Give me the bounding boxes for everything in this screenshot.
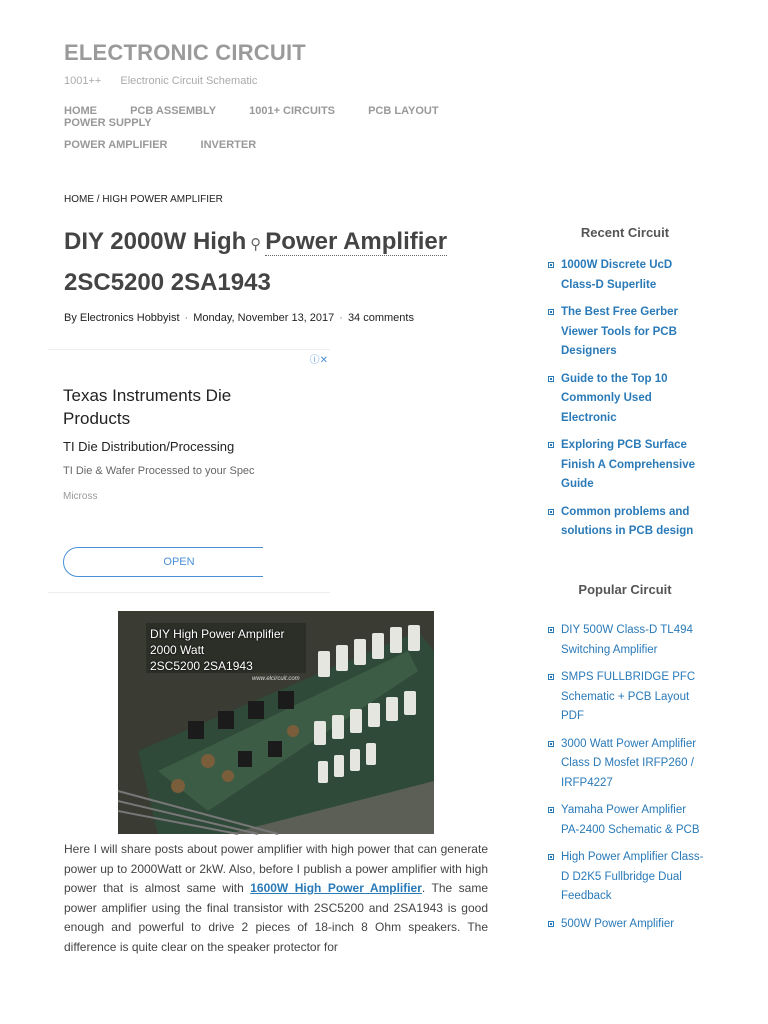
popular-circuit-heading: Popular Circuit xyxy=(578,582,672,597)
recent-link[interactable]: Exploring PCB Surface Finish A Comprehensive Guide xyxy=(561,439,695,490)
tagline-prefix: 1001++ xyxy=(64,75,102,87)
ad-banner[interactable] xyxy=(48,349,330,593)
article-text-1: Here I will share posts about power amplifier with high power that can generate power up to 2000Watt or 2kW. Also, before I publish a power amplifier with high power that is almost same with xyxy=(64,842,488,895)
popular-link[interactable]: Yamaha Power Amplifier PA-2400 Schematic & PCB xyxy=(561,804,700,836)
ad-open-button[interactable]: OPEN xyxy=(63,547,295,577)
list-item[interactable] xyxy=(546,801,706,840)
ad-choices-icon[interactable]: ⓘ✕ xyxy=(309,355,328,366)
ad-headline[interactable]: Texas Instruments Die Products xyxy=(63,386,232,428)
site-title[interactable]: ELECTRONIC CIRCUIT xyxy=(64,40,306,65)
list-item[interactable] xyxy=(546,303,706,362)
meta-separator: · xyxy=(184,312,189,324)
tagline-text: Electronic Circuit Schematic xyxy=(120,75,258,87)
list-item[interactable] xyxy=(546,370,706,429)
bullet-icon xyxy=(548,442,554,448)
nav-pcb-assembly[interactable]: PCB ASSEMBLY xyxy=(130,105,217,117)
popular-link[interactable]: DIY 500W Class-D TL494 Switching Amplifier xyxy=(561,624,693,656)
list-item[interactable] xyxy=(546,668,706,727)
photo-caption-line-3: 2SC5200 2SA1943 xyxy=(150,659,253,673)
bullet-icon xyxy=(548,921,554,927)
nav-power-supply[interactable]: POWER SUPPLY xyxy=(64,117,152,129)
post-title-part-1: DIY 2000W High xyxy=(64,228,247,255)
recent-link[interactable]: The Best Free Gerber Viewer Tools for PCB Designers xyxy=(561,306,678,357)
ad-brand: Micross xyxy=(63,491,98,502)
ad-content xyxy=(48,350,263,592)
list-item[interactable] xyxy=(546,621,706,660)
bullet-icon xyxy=(548,262,554,268)
nav-power-amplifier[interactable]: POWER AMPLIFIER xyxy=(64,139,168,151)
photo-caption-line-1: DIY High Power Amplifier xyxy=(150,627,285,641)
bullet-icon xyxy=(548,807,554,813)
article-text-2: . The same power amplifier using the final transistor with 2SC5200 and 2SA1943 is good enough and powerful to drive 2 pieces of 18-inch 8 Ohm speakers. The difference is quite clear on the speaker protector for xyxy=(64,881,488,954)
bullet-icon xyxy=(548,741,554,747)
popular-link[interactable]: 500W Power Amplifier xyxy=(561,917,675,930)
bullet-icon xyxy=(548,627,554,633)
popular-link[interactable]: 3000 Watt Power Amplifier Class D Mosfet IRFP260 / IRFP4227 xyxy=(561,737,697,789)
popular-circuit-list xyxy=(546,621,706,934)
search-icon: ⚲ xyxy=(250,236,262,253)
post-meta xyxy=(64,312,414,324)
list-item[interactable] xyxy=(546,503,706,542)
recent-circuit-heading: Recent Circuit xyxy=(580,225,670,240)
post-title xyxy=(64,223,484,302)
popular-link[interactable]: High Power Amplifier Class-D D2K5 Fullbridge Dual Feedback xyxy=(561,851,704,902)
list-item[interactable] xyxy=(546,436,706,495)
popular-circuit-widget xyxy=(546,621,706,945)
photo-watermark: www.elcircuit.com xyxy=(252,676,300,682)
amplifier-photo[interactable] xyxy=(118,611,434,834)
recent-link[interactable]: Guide to the Top 10 Commonly Used Electronic xyxy=(561,372,668,424)
list-item[interactable] xyxy=(546,735,706,794)
article-body xyxy=(64,840,488,954)
site-tagline xyxy=(64,75,273,87)
bullet-icon xyxy=(548,854,554,860)
post-date: Monday, November 13, 2017 xyxy=(193,312,335,324)
post-author[interactable]: By Electronics Hobbyist xyxy=(64,312,180,324)
article-link-1600w[interactable]: 1600W High Power Amplifier xyxy=(250,881,422,895)
nav-inverter[interactable]: INVERTER xyxy=(200,139,257,151)
post-comments-link[interactable]: 34 comments xyxy=(347,312,414,324)
meta-separator: · xyxy=(339,312,343,324)
nav-home[interactable]: HOME xyxy=(64,105,97,117)
list-item[interactable] xyxy=(546,915,706,935)
nav-1001-circuits[interactable]: 1001+ CIRCUITS xyxy=(249,105,336,117)
recent-circuit-widget xyxy=(546,256,706,550)
list-item[interactable] xyxy=(546,256,706,295)
bullet-icon xyxy=(548,509,554,515)
bullet-icon xyxy=(548,309,554,315)
ad-description: TI Die & Wafer Processed to your Spec xyxy=(63,465,255,477)
ad-blank-area xyxy=(263,350,330,592)
bullet-icon xyxy=(548,674,554,680)
recent-circuit-list xyxy=(546,256,706,542)
recent-link[interactable]: Common problems and solutions in PCB design xyxy=(561,505,694,537)
post-title-part-2: 2SC5200 2SA1943 xyxy=(64,269,271,296)
nav-pcb-layout[interactable]: PCB LAYOUT xyxy=(368,105,439,117)
ad-subhead: TI Die Distribution/Processing xyxy=(63,439,235,454)
post-title-keyword-link[interactable]: Power Amplifier xyxy=(265,228,448,255)
main-nav-row-1 xyxy=(64,105,584,129)
popular-link[interactable]: SMPS FULLBRIDGE PFC Schematic + PCB Layout PDF xyxy=(561,671,696,722)
bullet-icon xyxy=(548,376,554,382)
list-item[interactable] xyxy=(546,848,706,907)
recent-link[interactable]: 1000W Discrete UcD Class-D Superlite xyxy=(561,259,673,291)
main-nav-row-2 xyxy=(64,139,584,151)
breadcrumb[interactable]: HOME / HIGH POWER AMPLIFIER xyxy=(64,194,223,205)
photo-caption-line-2: 2000 Watt xyxy=(150,643,205,657)
photo-caption xyxy=(150,626,285,674)
